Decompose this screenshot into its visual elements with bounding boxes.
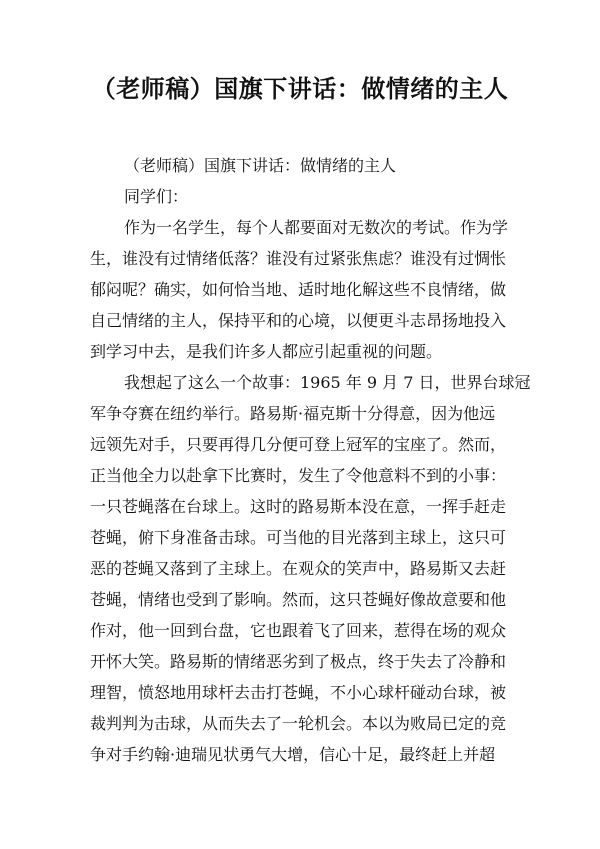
paragraph-line: 我想起了这么一个故事：1965 年 9 月 7 日，世界台球冠 — [124, 373, 531, 392]
document-body — [90, 150, 531, 770]
paragraph-line: 作对，他一回到台盘，它也跟着飞了回来，惹得在场的观众 — [90, 621, 507, 640]
paragraph-line: 恶的苍蝇又落到了主球上。在观众的笑声中，路易斯又去赶 — [90, 559, 507, 578]
subtitle-line: （老师稿）国旗下讲话：做情绪的主人 — [124, 156, 397, 175]
paragraph-line: 自己情绪的主人，保持平和的心境，以便更斗志昂扬地投入 — [90, 311, 507, 330]
paragraph-line: 郁闷呢？确实，如何恰当地、适时地化解这些不良情绪，做 — [90, 280, 507, 299]
paragraph-line: 一只苍蝇落在台球上。这时的路易斯本没在意，一挥手赶走 — [90, 497, 507, 516]
document-title: （老师稿）国旗下讲话：做情绪的主人 — [91, 74, 509, 103]
paragraph-line: 苍蝇，情绪也受到了影响。然而，这只苍蝇好像故意要和他 — [90, 590, 507, 609]
paragraph-line: 作为一名学生，每个人都要面对无数次的考试。作为学 — [124, 218, 509, 237]
paragraph-line: 生，谁没有过情绪低落？谁没有过紧张焦虑？谁没有过惆怅 — [90, 249, 507, 268]
paragraph-line: 到学习中去，是我们许多人都应引起重视的问题。 — [90, 342, 443, 361]
paragraph-line: 苍蝇，俯下身准备击球。可当他的目光落到主球上，这只可 — [90, 528, 507, 547]
paragraph-line: 正当他全力以赴拿下比赛时，发生了令他意料不到的小事： — [90, 466, 507, 485]
paragraph-line: 裁判判为击球，从而失去了一轮机会。本以为败局已定的竞 — [90, 714, 507, 733]
paragraph-line: 军争夺赛在纽约举行。路易斯·福克斯十分得意，因为他远 — [90, 404, 496, 423]
paragraph-2 — [90, 367, 531, 770]
paragraph-1 — [90, 212, 520, 367]
paragraph-line: 争对手约翰·迪瑞见状勇气大增，信心十足，最终赶上并超 — [90, 745, 496, 764]
paragraph-line: 理智，愤怒地用球杆去击打苍蝇，不小心球杆碰动台球，被 — [90, 683, 507, 702]
greeting-line: 同学们： — [124, 187, 189, 206]
paragraph-line: 远领先对手，只要再得几分便可登上冠军的宝座了。然而， — [90, 435, 507, 454]
paragraph-line: 开怀大笑。路易斯的情绪恶劣到了极点，终于失去了冷静和 — [90, 652, 507, 671]
